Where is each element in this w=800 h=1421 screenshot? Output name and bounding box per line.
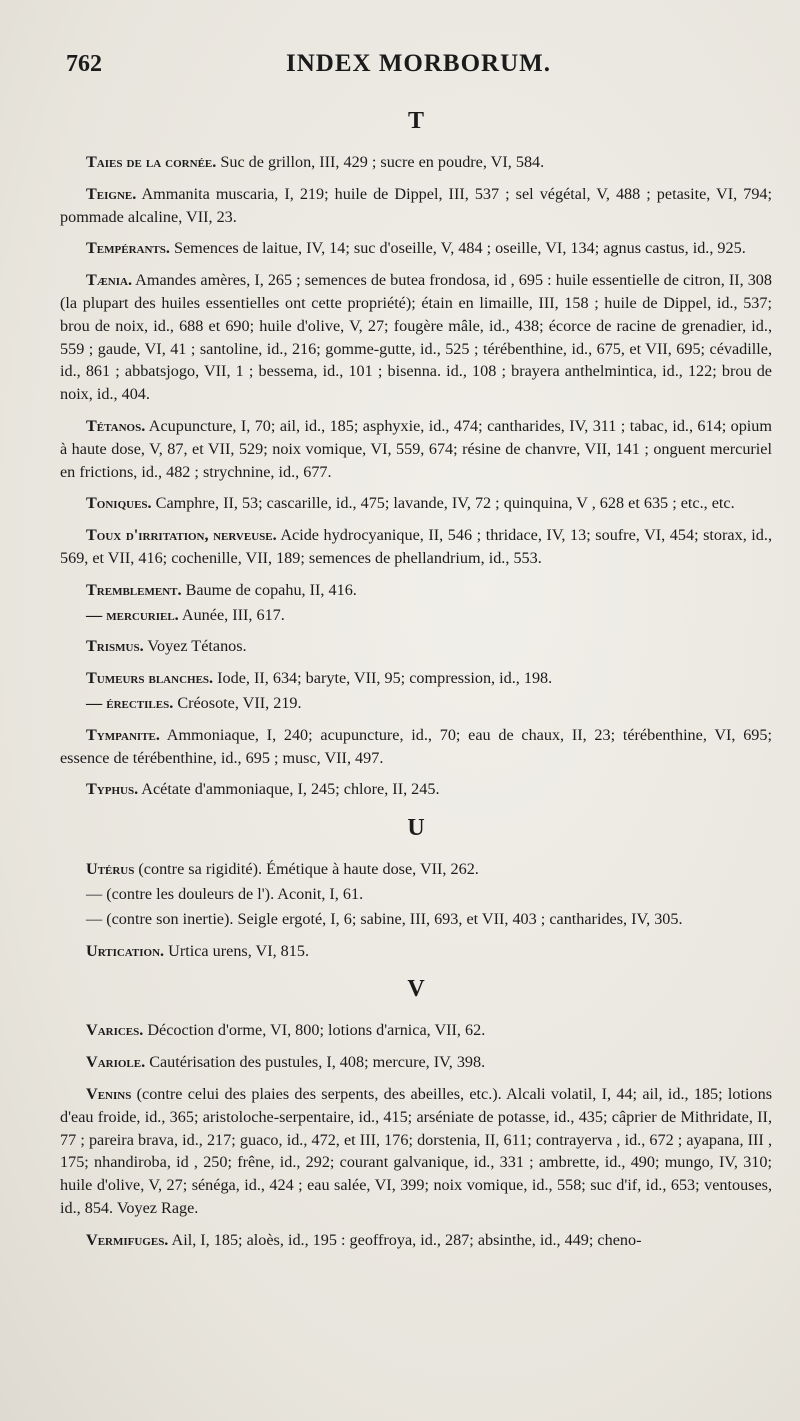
entry-body: Iode, II, 634; baryte, VII, 95; compression, id., 198. <box>213 669 553 688</box>
entry-head: Utérus <box>86 860 135 879</box>
entry-trismus <box>60 635 772 658</box>
entry-uterus-douleurs <box>60 883 772 906</box>
entry-head: — érectiles. <box>86 693 174 712</box>
entry-head: Taies de la cornée. <box>86 153 217 171</box>
entry-head: Vermifuges. <box>86 1230 169 1249</box>
entry-body: Cautérisation des pustules, I, 408; mercure, IV, 398. <box>145 1053 486 1072</box>
entry-varices <box>60 1019 772 1042</box>
entry-vermifuges <box>60 1229 772 1252</box>
entry-body: (contre celui des plaies des serpents, des abeilles, etc.). Alcali volatil, I, 44; ail, id., 185; lotions d'eau froide, id., 365; aristoloche-serpentaire, id., 415; arséniate de potasse, id., 435; câprier de Mithridate, II, 77 ; pareira brava, id., 217; guaco, id., 472, et III, 176; dorstenia, II, 611; contrayerva , id., 672 ; ayapana, III , 175; nhandiroba, id , 250; frêne, id., 292; courant galvanique, id., 331 ; ambrette, id., 490; mungo, IV, 310; huile d'olive, V, 27; sénéga, id., 424 ; eau salée, VI, 399; noix vomique, id., 558; suc d'if, id., 653; ventouses, id., 854. Voyez Rage. <box>60 1084 772 1217</box>
entry-body: Amandes amères, I, 265 ; semences de butea frondosa, id , 695 : huile essentielle de citron, II, 308 (la plupart des huiles essentielles ont cette propriété); étain en limaille, III, 158 ; huile de Dippel, id., 537; brou de noix, id., 688 et 690; huile d'olive, V, 27; fougère mâle, id., 438; écorce de racine de grenadier, id., 559 ; gaude, VI, 41 ; santoline, id., 216; gomme-gutte, id., 525 ; térébenthine, id., 675, et VII, 695; cévadille, id., 861 ; abbatsjogo, VII, 1 ; bessema, id., 101 ; bisenna. id., 108 ; brayera anthelmintica, id., 122; brou de noix, id., 404. <box>60 271 772 404</box>
entry-tympanite <box>60 724 772 770</box>
entry-tetanos <box>60 415 772 483</box>
entry-body: Acupuncture, I, 70; ail, id., 185; asphyxie, id., 474; cantharides, IV, 311 ; tabac, id., 614; opium à haute dose, V, 87, et VII, 529; noix vomique, VI, 559, 674; résine de chanvre, VII, 141 ; onguent mercuriel en frictions, id., 482 ; strychnine, id., 677. <box>60 416 772 481</box>
section-letter-t: T <box>407 108 424 134</box>
entry-body: (contre sa rigidité). Émétique à haute dose, VII, 262. <box>134 860 479 879</box>
entry-temperants <box>60 237 772 260</box>
entry-head: Trismus. <box>86 637 144 656</box>
entry-urtication <box>60 940 772 963</box>
entry-body: — (contre son inertie). Seigle ergoté, I, 6; sabine, III, 693, et VII, 403 ; cantharides, IV, 305. <box>86 909 683 928</box>
entry-body: Voyez Tétanos. <box>143 637 247 656</box>
running-head <box>60 50 772 94</box>
entry-head: Tympanite. <box>86 725 160 744</box>
entry-tremblement <box>60 579 772 602</box>
entry-teigne <box>60 183 772 229</box>
entry-body: Ammoniaque, I, 240; acupuncture, id., 70; eau de chaux, II, 23; térébenthine, VI, 695; essence de térébenthine, id., 695 ; musc, VII, 497. <box>60 725 772 767</box>
section-letter-v: V <box>407 976 425 1003</box>
entry-head: Urtication. <box>86 941 165 960</box>
entry-erectiles <box>60 692 772 715</box>
entry-variole <box>60 1051 772 1074</box>
entry-taies <box>60 151 772 174</box>
entry-head: Toux d'irritation, nerveuse. <box>86 526 277 545</box>
entry-body: Décoction d'orme, VI, 800; lotions d'arnica, VII, 62. <box>143 1021 486 1040</box>
entry-body: Urtica urens, VI, 815. <box>164 941 310 960</box>
entry-body: Acétate d'ammoniaque, I, 245; chlore, II, 245. <box>138 780 440 799</box>
entry-body: Ail, I, 185; aloès, id., 195 : geoffroya, id., 287; absinthe, id., 449; cheno- <box>168 1230 642 1249</box>
entry-uterus-inertie <box>60 908 772 931</box>
entry-head: Teigne. <box>86 184 137 203</box>
page-number: 762 <box>66 51 102 77</box>
entry-head: Tempérants. <box>86 239 170 258</box>
entry-body: Semences de laitue, IV, 14; suc d'oseille, V, 484 ; oseille, VI, 134; agnus castus, id., 925. <box>169 239 746 258</box>
entry-head: Variole. <box>86 1053 146 1072</box>
entry-head: Tremblement. <box>86 580 182 599</box>
entry-head: Tétanos. <box>86 416 146 435</box>
entry-toniques <box>60 492 772 515</box>
entry-body: Baume de copahu, II, 416. <box>181 580 357 599</box>
entry-toux <box>60 524 772 570</box>
entry-mercuriel <box>60 604 772 627</box>
entry-body: Acide hydrocyanique, II, 546 ; thridace, IV, 13; soufre, VI, 454; storax, id., 569, et VII, 416; cochenille, VII, 189; semences de phellandrium, id., 553. <box>60 526 772 567</box>
entry-body: Ammanita muscaria, I, 219; huile de Dippel, III, 537 ; sel végétal, V, 488 ; petasite, VI, 794; pommade alcaline, VII, 23. <box>60 184 772 226</box>
entry-head: Typhus. <box>86 780 139 799</box>
entry-body: Aunée, III, 617. <box>178 605 285 624</box>
section-letter-u: U <box>407 815 425 842</box>
entry-venins <box>60 1083 772 1220</box>
entry-head: — mercuriel. <box>86 605 179 624</box>
entry-head: Tumeurs blanches. <box>86 669 214 688</box>
entry-body: Créosote, VII, 219. <box>173 693 302 712</box>
entry-typhus <box>60 778 772 801</box>
entry-head: Tænia. <box>86 271 133 290</box>
entry-head: Venins <box>86 1084 132 1103</box>
entry-body: Camphre, II, 53; cascarille, id., 475; lavande, IV, 72 ; quinquina, V , 628 et 635 ; etc., etc. <box>151 494 735 513</box>
entry-head: Varices. <box>86 1021 144 1040</box>
running-title: INDEX MORBORUM. <box>286 50 551 77</box>
entry-body: — (contre les douleurs de l'). Aconit, I, 61. <box>86 884 364 903</box>
entry-taenia <box>60 269 772 406</box>
entry-uterus <box>60 858 772 881</box>
entry-body: Suc de grillon, III, 429 ; sucre en poudre, VI, 584. <box>216 153 545 171</box>
entry-tumeurs <box>60 667 772 690</box>
entry-head: Toniques. <box>86 494 152 513</box>
